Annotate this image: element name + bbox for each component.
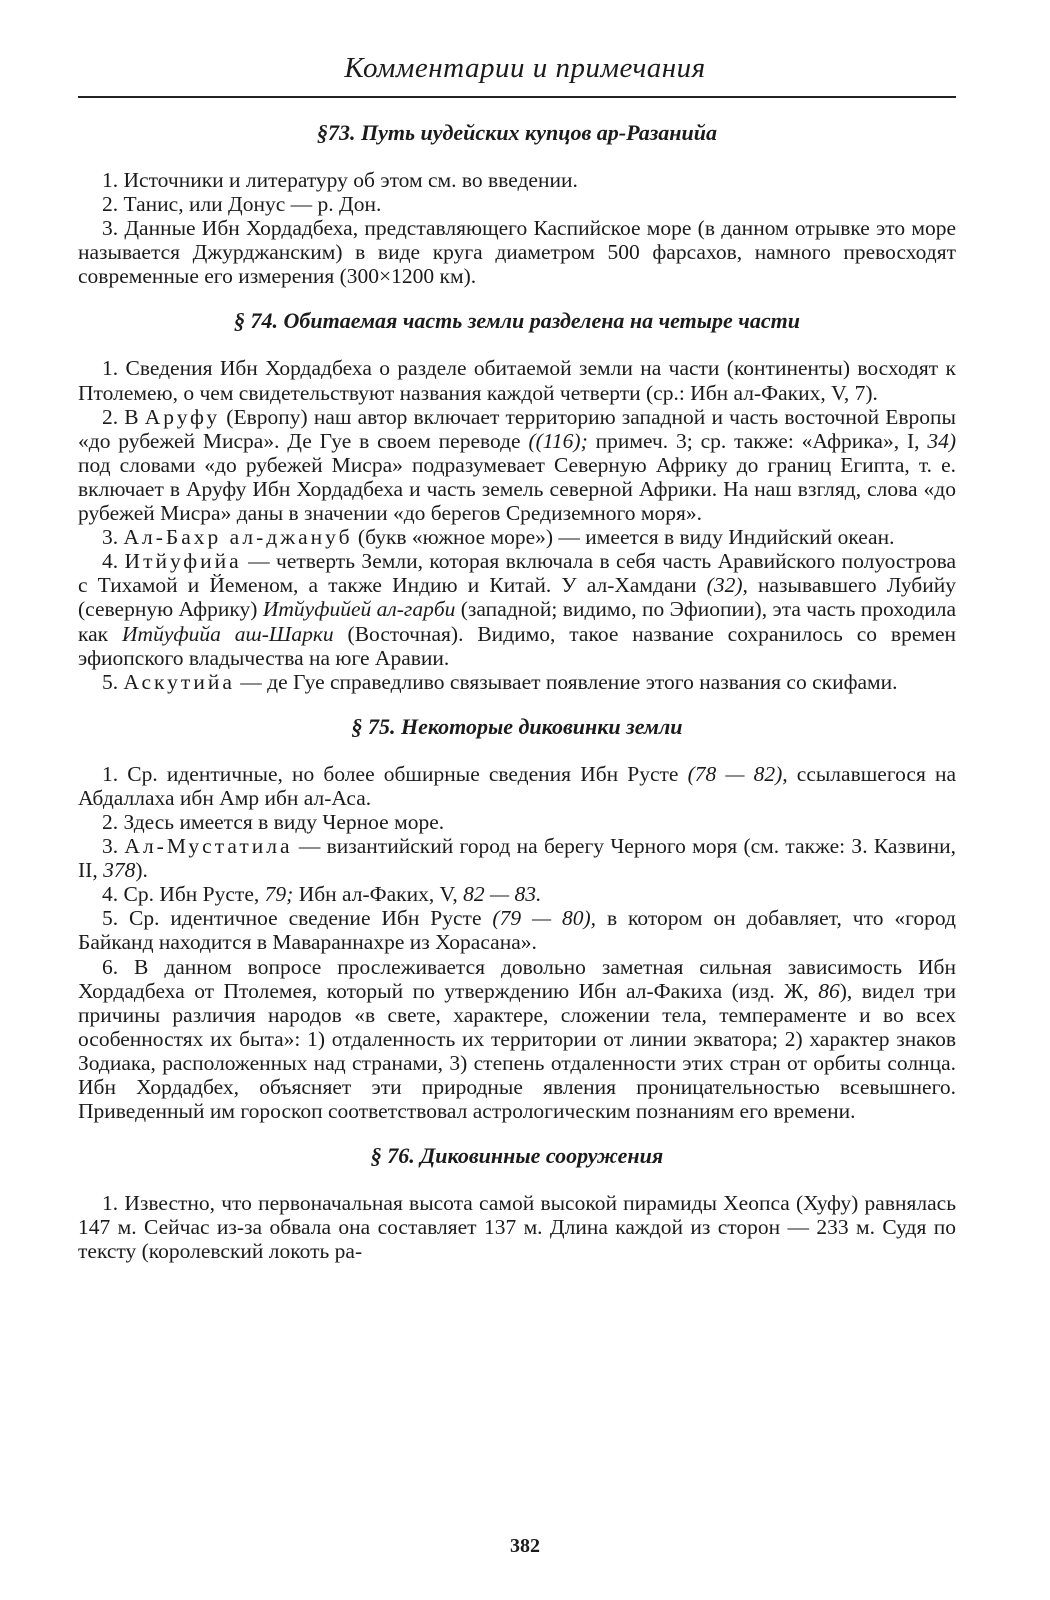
citation: 79; [264, 882, 294, 907]
header-rule [78, 96, 956, 98]
note: 1. Ср. идентичные, но более обширные сведения Ибн Русте (78 — 82), ссылавшегося на Абдаллаха ибн Амр ибн ал-Аса. [78, 761, 956, 810]
notes-list [78, 356, 956, 693]
page-number: 382 [510, 1535, 540, 1557]
note: 2. Здесь имеется в виду Черное море. [102, 809, 445, 834]
notes-list [78, 1191, 956, 1263]
note: 5. Ср. идентичное сведение Ибн Русте (79 — 80), в котором он добавляет, что «город Байканд находится в Мавараннахре из Хорасана». [78, 906, 956, 955]
running-header: Комментарии и примечания [344, 52, 706, 84]
spaced-term: Ал-Бахр ал-джануб [123, 525, 353, 550]
note: 4. Ср. Ибн Русте, 79; Ибн ал-Факих, V, 82 — 83. [102, 882, 542, 907]
section-title: § 76. Диковинные сооружения [370, 1143, 664, 1169]
citation: 34) [927, 428, 956, 453]
italic-term: Итйуфийей ал-гарби [262, 597, 456, 622]
citation: (78 — 82), [687, 761, 788, 786]
note: 5. Аскутийа — де Гуе справедливо связывает появление этого названия со скифами. [102, 669, 898, 694]
citation: ((116); [528, 428, 588, 453]
section-73 [78, 118, 956, 288]
note: 3. Ал-Бахр ал-джануб (букв «южное море») — имеется в виду Индийский океан. [102, 525, 895, 550]
note: 3. Данные Ибн Хордадбеха, представляющего Каспийское море (в данном отрывке это море называется Джурджанским) в виде круга диаметром 500 фарсахов, намного превосходят современные его измерения (300×1200 км). [78, 216, 956, 289]
note: 1. Источники и литературу об этом см. во введении. [102, 168, 578, 192]
note: 2. В Аруфу (Европу) наш автор включает территорию западной и часть восточной Европы «до рубежей Мисра». Де Гуе в своем переводе ((116); примеч. 3; ср. также: «Африка», I, 34) под словами «до рубежей Мисра» подразумевает Северную Африку до границ Египта, т. е. включает в Аруфу Ибн Хордадбеха и часть земель северной Африки. На наш взгляд, слова «до рубежей Мисра» даны в значении «до берегов Средиземного моря». [78, 404, 956, 526]
citation: 86 [818, 978, 840, 1003]
citation: (32), [706, 573, 748, 598]
section-76 [78, 1141, 956, 1263]
section-title: § 74. Обитаемая часть земли разделена на четыре части [234, 308, 800, 334]
spaced-term: Итйуфийа [124, 549, 242, 574]
note: 2. Танис, или Донус — р. Дон. [102, 192, 382, 217]
section-74 [78, 306, 956, 693]
section-title: §73. Путь иудейских купцов ар-Разанийа [317, 120, 717, 145]
spaced-term: Аруфу [144, 404, 221, 429]
note: 1. Известно, что первоначальная высота самой высокой пирамиды Хеопса (Хуфу) равнялась 147 м. Сейчас из-за обвала она составляет 137 м. Длина каждой из сторон — 233 м. Судя по тексту (королевский локоть ра- [78, 1191, 956, 1264]
note: 3. Ал-Мустатила — византийский город на берегу Черного моря (см. также: З. Казвини, II, 378). [78, 834, 956, 883]
page-body [78, 118, 956, 1281]
citation: 378 [103, 858, 136, 883]
notes-list [78, 762, 956, 1123]
section-75 [78, 712, 956, 1123]
spaced-term: Аскутийа [123, 669, 235, 694]
section-title: § 75. Некоторые диковинки земли [351, 713, 683, 739]
spaced-term: Ал-Мустатила [124, 834, 293, 859]
citation: (79 — 80), [492, 906, 597, 931]
note: 4. Итйуфийа — четверть Земли, которая включала в себя часть Аравийского полуострова с Тихамой и Йеменом, а также Индию и Китай. У ал-Хамдани (32), называвшего Лубийу (северную Африку) Итйуфийей ал-гарби (западной; видимо, по Эфиопии), эта часть проходила как Итйуфийа аш-Шарки (Восточная). Видимо, такое название сохранилось со времен эфиопского владычества на юге Аравии. [78, 549, 957, 670]
notes-list [78, 168, 956, 288]
note: 6. В данном вопросе прослеживается довольно заметная сильная зависимость Ибн Хордадбеха от Птолемея, который по утверждению Ибн ал-Факиха (изд. Ж, 86), видел три причины различия народов «в свете, характере, сложении тела, темпераменте и во всех особенностях их быта»: 1) отдаленность их территории от линии экватора; 2) характер знаков Зодиака, расположенных над странами, 3) степень отдаленности этих стран от орбиты солнца. Ибн Хордадбех, объясняет эти природные явления проницательностью всевышнего. Приведенный им гороскоп соответствовал астрологическим познаниям его времени. [78, 954, 956, 1124]
citation: 82 — 83. [463, 882, 542, 907]
italic-term: Итйуфийа аш-Шарки [122, 621, 334, 646]
note: 1. Сведения Ибн Хордадбеха о разделе обитаемой земли на части (континенты) восходят к Птолемею, о чем свидетельствуют названия каждой четверти (ср.: Ибн ал-Факих, V, 7). [78, 356, 956, 405]
